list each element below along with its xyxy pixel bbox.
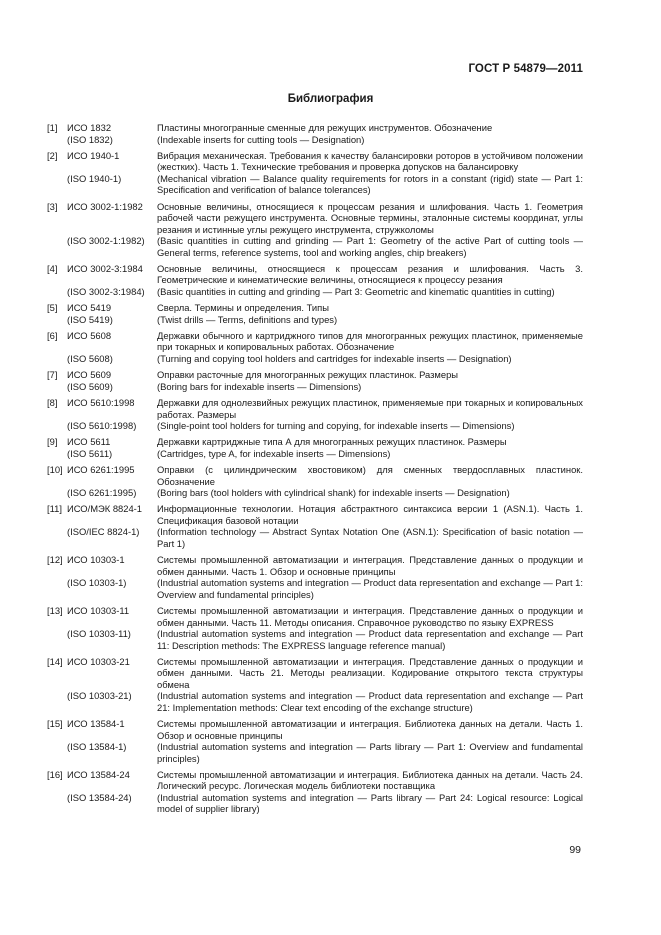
standard-title: (Cartridges, type A, for indexable inserts — Dimensions) — [157, 447, 391, 459]
bibliography-entry — [47, 554, 583, 577]
bibliography-entry — [47, 448, 583, 460]
entry-number: [7] — [47, 369, 58, 381]
standard-title: Основные величины, относящиеся к процессам резания и шлифования. Часть 3. Геометрические и кинематические величины, относящиеся к процессу резания — [157, 262, 583, 286]
bibliography-entry — [47, 605, 583, 628]
standard-title: Державки картриджные типа А для многогранных режущих пластинок. Размеры — [157, 436, 507, 448]
standard-title: (Boring bars for indexable inserts — Dimensions) — [157, 380, 362, 392]
bibliography-entry — [47, 741, 583, 764]
bibliography-entry — [47, 690, 583, 713]
standard-title: Вибрация механическая. Требования к качеству балансировки роторов в устойчивом положении (жестких). Часть 1. Технические требования и проверка допусков на балансировку — [157, 149, 583, 173]
entry-number: [15] — [47, 718, 63, 730]
standard-title: Системы промышленной автоматизации и интеграция. Библиотека данных на детали. Часть 24. Логический ресурс. Логическая модель библиотеки поставщика — [157, 768, 583, 792]
entry-number: [6] — [47, 329, 58, 341]
bibliography-entry — [47, 122, 583, 134]
standard-code: ИСО 13584-24 — [67, 768, 130, 780]
bibliography-entry — [47, 718, 583, 741]
bibliography-entry — [47, 235, 583, 258]
page-title: Библиография — [287, 93, 374, 105]
standard-code: (ISO 3002-1:1982) — [67, 235, 145, 247]
standard-code: (ISO 5609) — [67, 380, 113, 392]
bibliography-entry — [47, 503, 583, 526]
bibliography-entry — [47, 173, 583, 196]
standard-code: (ISO 13584-1) — [67, 741, 127, 753]
bibliography-entry — [47, 381, 583, 393]
entry-number: [4] — [47, 262, 58, 274]
standard-title: (Indexable inserts for cutting tools — Designation) — [157, 133, 365, 145]
standard-title: Оправки расточные для многогранных режущих пластинок. Размеры — [157, 369, 459, 381]
bibliography-entry — [47, 628, 583, 651]
standard-code: (ISO 5608) — [67, 352, 113, 364]
standard-code: (ISO 5611) — [67, 447, 113, 459]
standard-title: (Boring bars (tool holders with cylindrical shank) for indexable inserts — Designation) — [157, 487, 510, 499]
entry-number: [14] — [47, 655, 63, 667]
standard-code: ИСО 5609 — [67, 369, 112, 381]
standard-title: Оправки (с цилиндрическим хвостовиком) для сменных твердосплавных пластинок. Обозначение — [157, 464, 583, 487]
standard-code: (ISO 6261:1995) — [67, 487, 137, 499]
standard-title: (Information technology — Abstract Syntax Notation One (ASN.1): Specification of basic notation — Part 1) — [157, 526, 583, 549]
bibliography-entry — [47, 263, 583, 286]
standard-code: ИСО 1832 — [67, 122, 112, 133]
standard-code: (ISO 10303-21) — [67, 690, 132, 702]
standard-title: (Mechanical vibration — Balance quality requirements for rotors in a constant (rigid) state — Part 1: Specification and verification of balance tolerances) — [157, 172, 583, 196]
standard-code: ИСО 5611 — [67, 436, 111, 448]
bibliography-entry — [47, 436, 583, 448]
entry-number: [8] — [47, 397, 58, 409]
standard-title: (Industrial automation systems and integration — Product data representation and exchange — Part 11: Description methods: The EXPRESS language reference manual) — [157, 628, 583, 651]
standard-title: (Single-point tool holders for turning and copying, for indexable inserts — Dimensions) — [157, 420, 515, 432]
bibliography-entry — [47, 656, 583, 691]
bibliography-entry — [47, 577, 583, 600]
entry-number: [13] — [47, 605, 63, 617]
standard-title: Сверла. Термины и определения. Типы — [157, 302, 329, 314]
standard-code: (ISO 1832) — [67, 133, 113, 145]
bibliography-entry — [47, 314, 583, 326]
standard-title: Системы промышленной автоматизации и интеграция. Представление данных о продукции и обмен данными. Часть 1. Обзор и основные принципы — [157, 554, 583, 577]
entry-number: [11] — [47, 503, 62, 515]
standard-code: ИСО 10303-1 — [67, 554, 125, 566]
bibliography-entry — [47, 792, 583, 815]
bibliography-entry — [47, 150, 583, 173]
standard-code: (ISO 3002-3:1984) — [67, 285, 145, 297]
document-header: ГОСТ Р 54879—2011 — [468, 63, 583, 75]
standard-code: (ISO 5419) — [67, 313, 113, 325]
standard-code: ИСО 3002-1:1982 — [67, 200, 143, 212]
entry-number: [2] — [47, 149, 58, 161]
standard-title: Пластины многогранные сменные для режущих инструментов. Обозначение — [157, 122, 493, 133]
standard-code: ИСО 5419 — [67, 302, 112, 314]
standard-code: (ISO 13584-24) — [67, 791, 132, 803]
standard-code: (ISO/IEC 8824-1) — [67, 526, 140, 538]
standard-code: ИСО 10303-11 — [67, 605, 130, 617]
bibliography-entry — [47, 420, 583, 432]
standard-code: (ISO 10303-1) — [67, 577, 127, 589]
bibliography-entry — [47, 464, 583, 487]
standard-title: (Industrial automation systems and integration — Product data representation and exchange — Part 21: Implementation methods: Clear text encoding of the exchange structure) — [157, 690, 583, 713]
entry-number: [5] — [47, 302, 58, 314]
standard-code: ИСО 1940-1 — [67, 149, 120, 161]
bibliography-entry — [47, 286, 583, 298]
entry-number: [12] — [47, 554, 63, 566]
page-number: 99 — [569, 844, 581, 856]
standard-code: ИСО 10303-21 — [67, 655, 130, 667]
entry-number: [3] — [47, 200, 58, 212]
bibliography-entry — [47, 330, 583, 353]
standard-title: Информационные технологии. Нотация абстрактного синтаксиса версии 1 (ASN.1). Часть 1. Спецификация базовой нотации — [157, 503, 583, 526]
standard-code: ИСО 3002-3:1984 — [67, 262, 143, 274]
standard-code: (ISO 5610:1998) — [67, 420, 137, 432]
standard-title: Основные величины, относящиеся к процессам резания и шлифования. Часть 1. Геометрия рабочей части режущего инструмента. Основные термины, эталонные системы координат, углы резания и истинные углы режущего инструмента, стружколомы — [157, 200, 583, 235]
entry-number: [1] — [47, 122, 58, 133]
standard-title: (Basic quantities in cutting and grinding — Part 3: Geometric and kinematic quantities in cutting) — [157, 285, 555, 297]
standard-code: ИСО 5608 — [67, 329, 112, 341]
standard-code: ИСО 13584-1 — [67, 718, 125, 730]
bibliography-entry — [47, 397, 583, 420]
standard-title: Державки обычного и картриджного типов для многогранных режущих пластинок, применяемые при токарных и копировальных работах. Обозначение — [157, 329, 583, 353]
standard-title: (Turning and copying tool holders and cartridges for indexable inserts — Designation) — [157, 352, 512, 364]
entry-number: [16] — [47, 768, 63, 780]
standard-title: Системы промышленной автоматизации и интеграция. Представление данных о продукции и обмен данными. Часть 21. Методы реализации. Кодирование открытого текста структуры обмена — [157, 655, 583, 690]
standard-code: ИСО/МЭК 8824-1 — [67, 503, 143, 515]
standard-title: (Industrial automation systems and integration — Parts library — Part 1: Overview and fundamental principles) — [157, 741, 583, 764]
standard-code: ИСО 5610:1998 — [67, 397, 135, 409]
bibliography-entry — [47, 302, 583, 314]
bibliography-entry — [47, 487, 583, 499]
entry-number: [10] — [47, 464, 63, 476]
standard-title: (Twist drills — Terms, definitions and types) — [157, 313, 338, 325]
standard-title: (Industrial automation systems and integration — Product data representation and exchange — Part 1: Overview and fundamental principles) — [157, 577, 583, 600]
standard-code: (ISO 1940-1) — [67, 172, 122, 184]
bibliography-entry — [47, 369, 583, 381]
standard-title: (Basic quantities in cutting and grinding — Part 1: Geometry of the active Part of cutting tools — General terms, reference systems, tool and working angles, chip breakers) — [157, 235, 583, 258]
standard-title: Системы промышленной автоматизации и интеграция. Представление данных о продукции и обмен данными. Часть 11. Методы описания. Справочное руководство по языку EXPRESS — [157, 605, 583, 628]
standard-code: (ISO 10303-11) — [67, 628, 131, 640]
bibliography-entry — [47, 526, 583, 549]
bibliography-entry — [47, 201, 583, 236]
standard-title: (Industrial automation systems and integration — Parts library — Part 24: Logical resource: Logical model of supplier library) — [157, 791, 583, 815]
standard-title: Державки для однолезвийных режущих пластинок, применяемые при токарных и копировальных работах. Размеры — [157, 397, 583, 420]
bibliography-entry — [47, 134, 583, 146]
entry-number: [9] — [47, 436, 58, 448]
standard-title: Системы промышленной автоматизации и интеграция. Библиотека данных на детали. Часть 1. Обзор и основные принципы — [157, 718, 583, 741]
bibliography-entry — [47, 353, 583, 365]
standard-code: ИСО 6261:1995 — [67, 464, 135, 476]
bibliography-list — [47, 122, 583, 820]
bibliography-entry — [47, 769, 583, 792]
